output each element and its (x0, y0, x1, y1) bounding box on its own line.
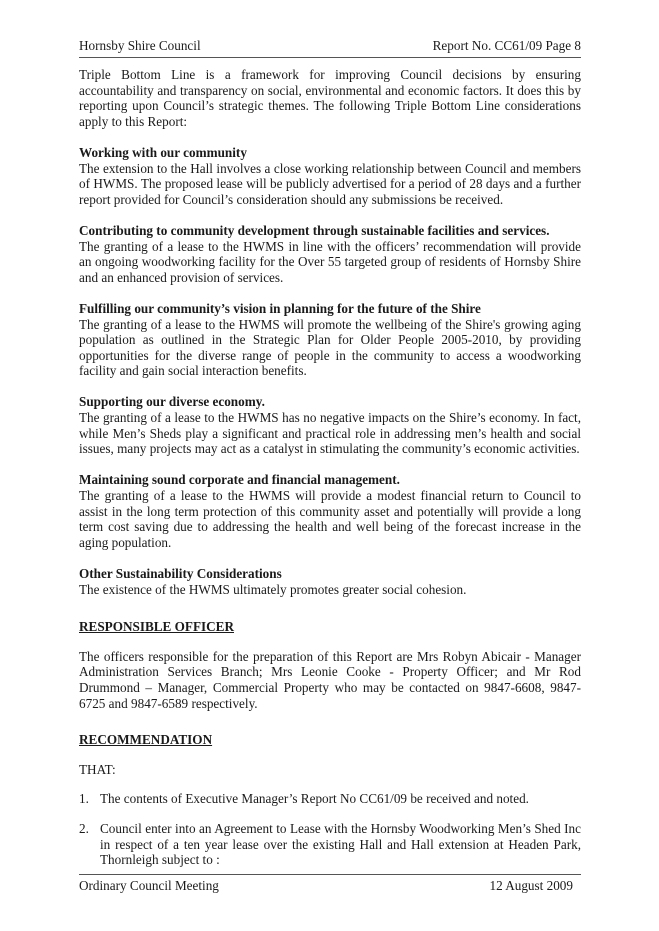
section-financial-management (79, 472, 581, 550)
section-heading: Fulfilling our community’s vision in planning for the future of the Shire (79, 300, 481, 316)
section-working-with-community (79, 145, 581, 207)
list-item-number: 1. (79, 791, 89, 807)
footer-divider (79, 874, 581, 875)
header-report-number: Report No. CC61/09 Page 8 (432, 38, 581, 53)
responsible-officer-heading: RESPONSIBLE OFFICER (79, 619, 234, 635)
page-footer (79, 878, 573, 894)
list-item (79, 821, 581, 868)
section-community-vision (79, 301, 581, 379)
list-item-number: 2. (79, 820, 89, 836)
list-item-text: The contents of Executive Manager’s Report No CC61/09 be received and noted. (100, 791, 529, 807)
footer-meeting-name: Ordinary Council Meeting (79, 878, 219, 893)
recommendation-that: THAT: (79, 761, 116, 777)
intro-paragraph: Triple Bottom Line is a framework for improving Council decisions by ensuring accountability and transparency on social, environmental and economic factors. It does this by reporting upon Council’s strategic themes. The following Triple Bottom Line considerations apply to this Report: (79, 67, 581, 129)
section-body: The granting of a lease to the HWMS in line with the officers’ recommendation will provide an ongoing woodworking facility for the Over 55 targeted group of residents of Hornsby Shire and an enhanced provision of services. (79, 238, 581, 285)
section-heading: Working with our community (79, 144, 247, 160)
list-item-text: Council enter into an Agreement to Lease with the Hornsby Woodworking Men’s Shed Inc in respect of a ten year lease over the existing Hall and Hall extension at Headen Park, Thornleigh subject to : (100, 820, 581, 868)
section-body: The granting of a lease to the HWMS will promote the wellbeing of the Shire's growing aging population as outlined in the Strategic Plan for Older People 2005-2010, by providing opportunities for the diverse range of people in the community to access a woodworking facility and gain social interaction benefits. (79, 316, 581, 379)
section-body: The granting of a lease to the HWMS will provide a modest financial return to Council to assist in the long term protection of this community asset and potentially will provide a long term cost saving due to addressing the health and well being of the forecast increase in the aging population. (79, 488, 581, 550)
page-header (79, 38, 581, 54)
section-heading: Contributing to community development through sustainable facilities and services. (79, 222, 550, 238)
section-other-sustainability (79, 566, 581, 597)
section-heading: Other Sustainability Considerations (79, 566, 282, 581)
footer-date: 12 August 2009 (489, 878, 573, 893)
section-heading: Supporting our diverse economy. (79, 394, 265, 410)
responsible-officer-body: The officers responsible for the preparation of this Report are Mrs Robyn Abicair - Manager Administration Services Branch; Mrs Leonie Cooke - Property Officer; and Mr Rod Drummond – Manager, Commercial Property who may be contacted on 9847-6608, 9847-6725 and 9847-6589 respectively. (79, 648, 581, 711)
recommendation-heading: RECOMMENDATION (79, 732, 213, 748)
recommendation-list (79, 791, 581, 867)
section-body: The extension to the Hall involves a close working relationship between Council and members of HWMS. The proposed lease will be publicly advertised for a period of 28 days and a further report provided for Council’s consideration should any submissions be received. (79, 160, 581, 207)
section-body: The existence of the HWMS ultimately promotes greater social cohesion. (79, 581, 467, 597)
page-body (79, 67, 581, 868)
section-heading: Maintaining sound corporate and financial management. (79, 472, 400, 488)
section-body: The granting of a lease to the HWMS has no negative impacts on the Shire’s economy. In fact, while Men’s Sheds play a significant and practical role in addressing men’s health and social issues, many projects may act as a catalyst in stimulating the community’s economic activities. (79, 410, 581, 457)
list-item (79, 791, 581, 807)
header-divider (79, 57, 581, 58)
section-diverse-economy (79, 394, 581, 456)
section-community-development (79, 223, 581, 285)
header-council-name: Hornsby Shire Council (79, 38, 201, 53)
